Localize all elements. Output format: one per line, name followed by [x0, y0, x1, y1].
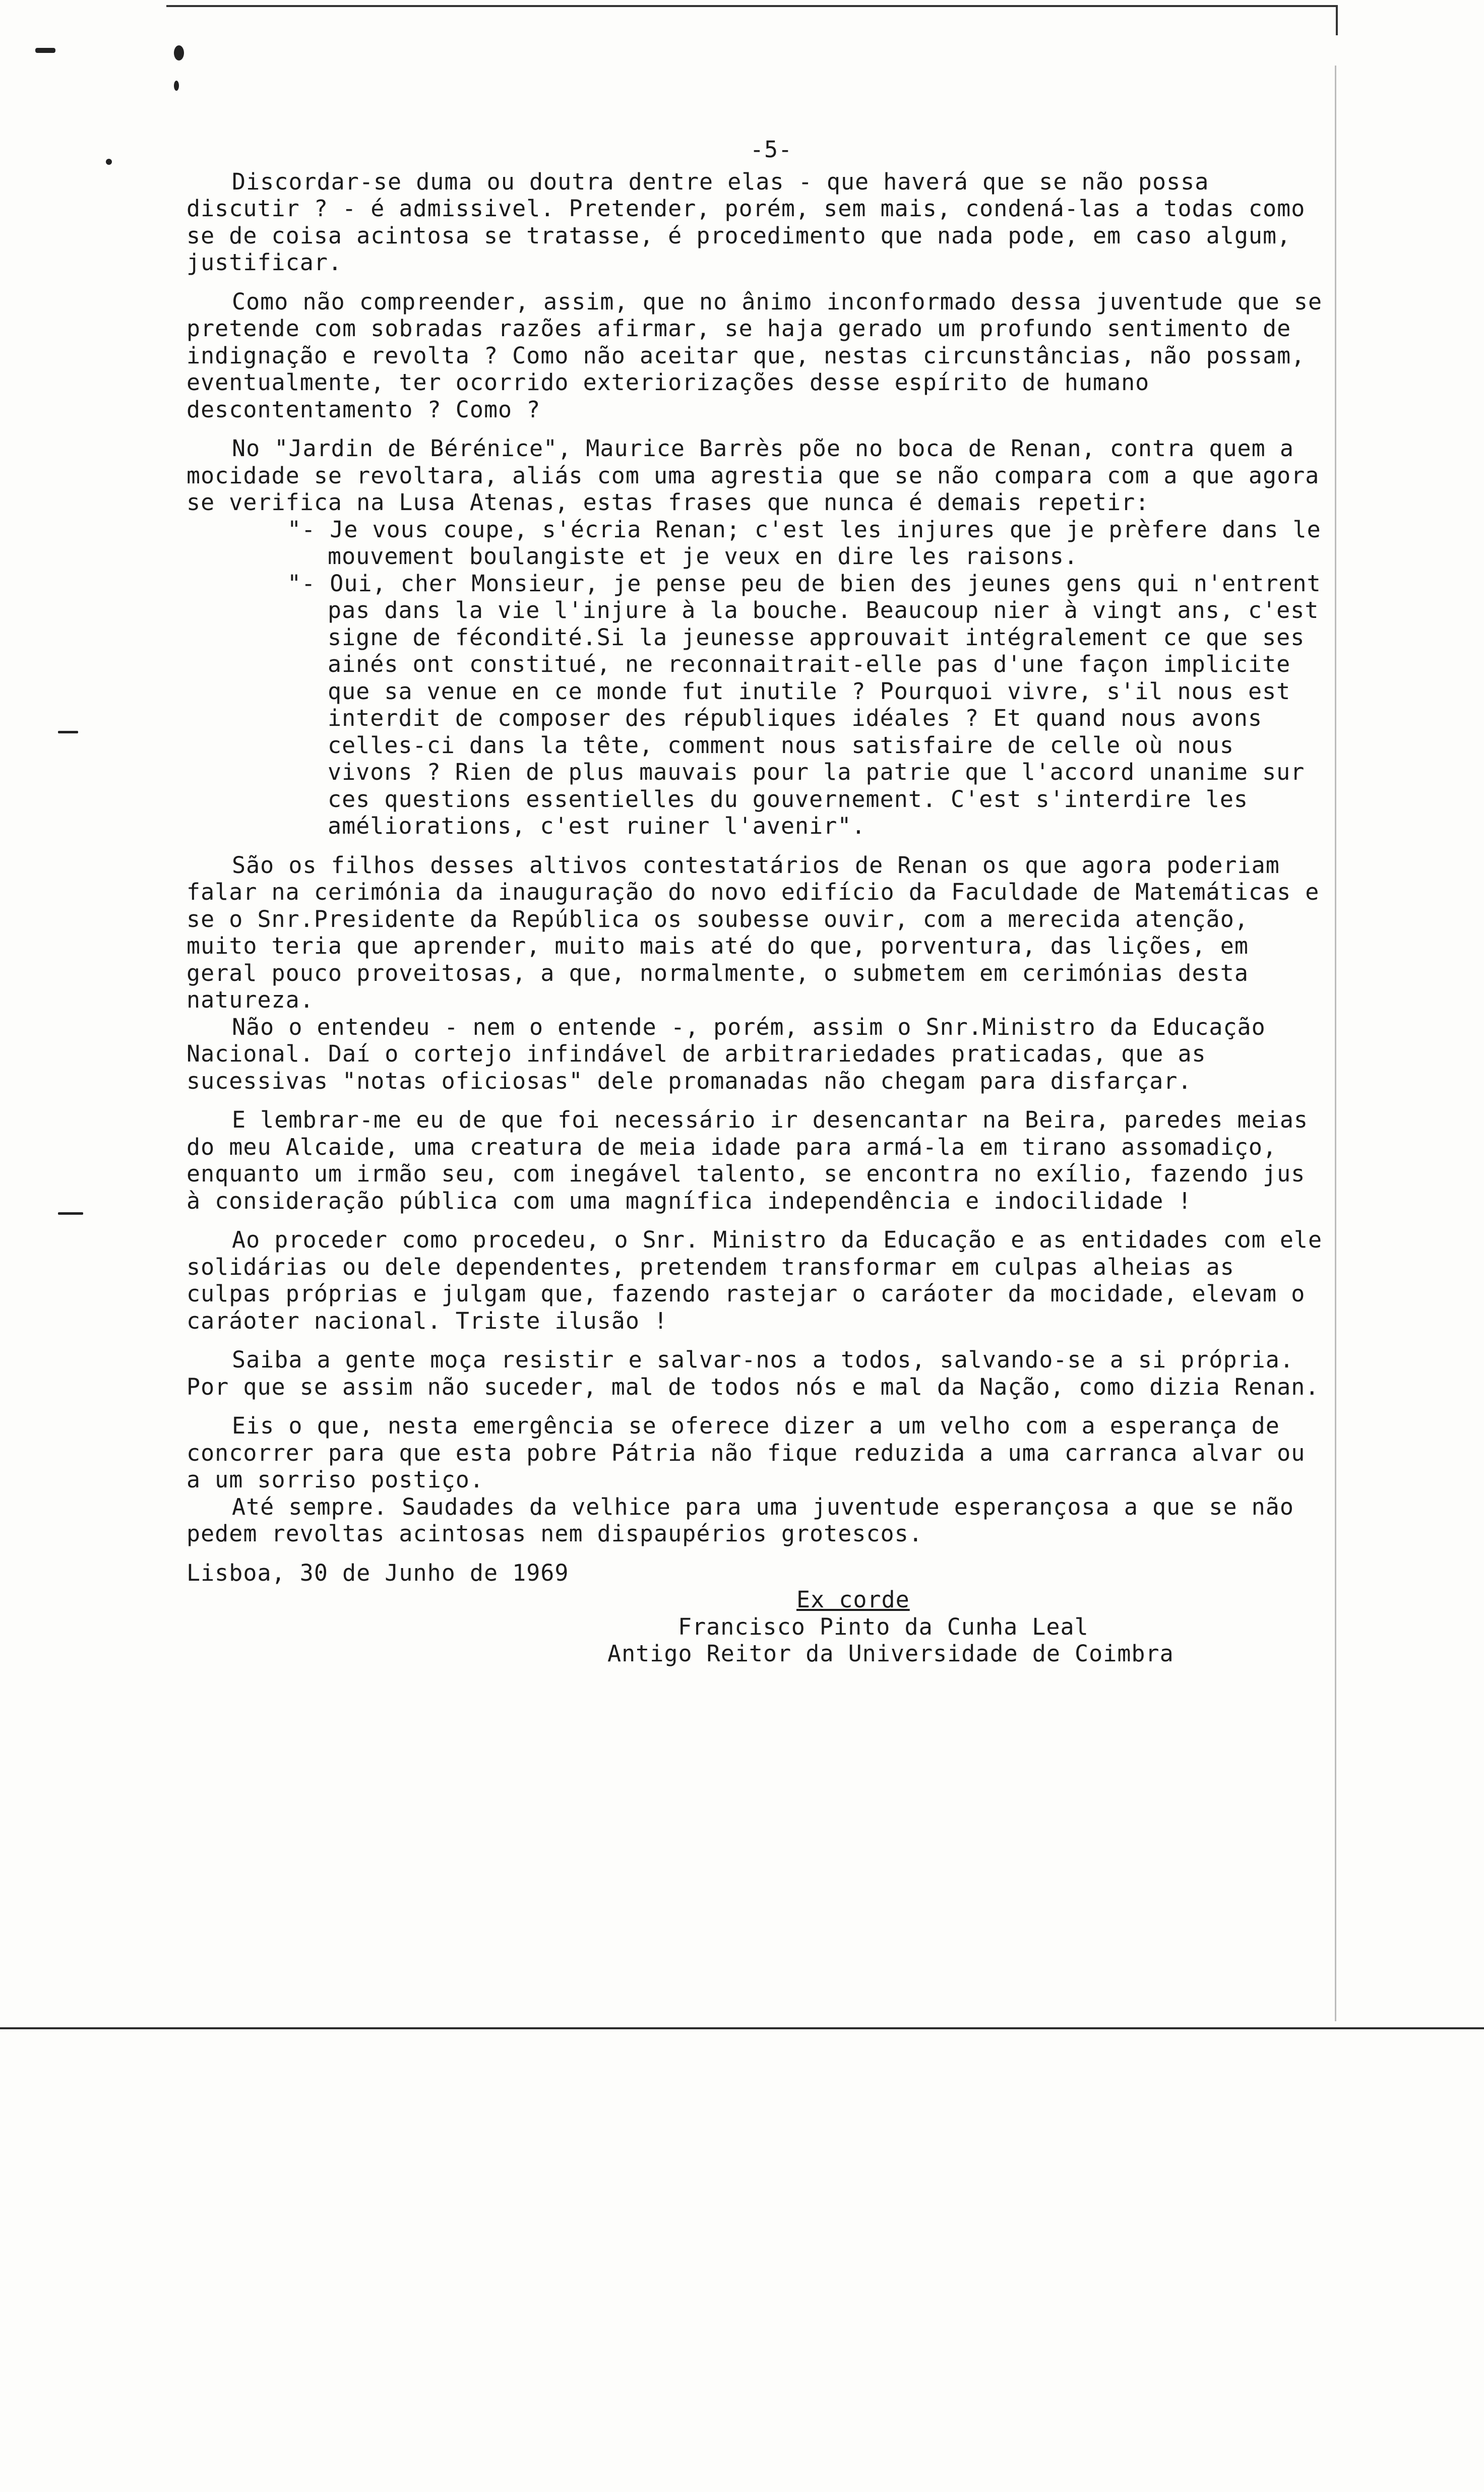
- paragraph-2: Como não compreender, assim, que no ânimo inconformado dessa juventude que se pretende com sobradas razões afirmar, se haja gerado um profundo sentimento de indignação e revolta ? Como não aceitar que, nestas circunstâncias, não possam, eventualmente, ter ocorrido exteriorizações desse espírito de humano descontentamento ? Como ?: [187, 288, 1323, 423]
- renan-quote: [287, 516, 1326, 840]
- paragraph-3: No "Jardin de Bérénice", Maurice Barrès põe no boca de Renan, contra quem a mocidade se revoltara, aliás com uma agrestia que se não compara com a que agora se verifica na Lusa Atenas, estas frases que nunca é demais repetir:: [187, 435, 1320, 516]
- page-edge-bottom: [0, 2027, 1484, 2029]
- ink-mark: [58, 731, 78, 733]
- letter-body: [187, 136, 1326, 1667]
- signature-closing: Ex corde: [796, 1586, 910, 1613]
- page-edge-top: [166, 5, 1336, 7]
- ink-mark: [35, 48, 55, 53]
- signature-block: [187, 1586, 1326, 1667]
- place-date: Lisboa, 30 de Junho de 1969: [187, 1559, 569, 1586]
- page-number: -5-: [750, 136, 793, 163]
- paragraph-4: São os filhos desses altivos contestatários de Renan os que agora poderiam falar na cerimónia da inauguração do novo edifício da Faculdade de Matemáticas e se o Snr.Presidente da República os soubesse ouvir, com a merecida atenção, muito teria que aprender, muito mais até do que, porventura, das lições, em geral pouco proveitosas, a que, normalmente, o submetem em cerimónias desta natureza.: [187, 851, 1320, 1013]
- paragraph-6: E lembrar-me eu de que foi necessário ir desencantar na Beira, paredes meias do meu Alcaide, uma creatura de meia idade para armá-la em tirano assomadiço, enquanto um irmão seu, com inegável talento, se encontra no exílio, fazendo jus à consideração pública com uma magnífica independência e indocilidade !: [187, 1106, 1309, 1214]
- quote-line-2: "- Oui, cher Monsieur, je pense peu de bien des jeunes gens qui n'entrent pas dans la vie l'injure à la bouche. Beaucoup nier à vingt ans, c'est signe de fécondité.Si la jeunesse approuvait intégralement ce que ses ainés ont constitué, ne reconnaitrait-elle pas d'une façon implicite que sa venue en ce monde fut inutile ? Pourquoi vivre, s'il nous est interdit de composer des républiques idéales ? Et quand nous avons celles-ci dans la tête, comment nous satisfaire de celle où nous vivons ? Rien de plus mauvais pour la patrie que l'accord unanime sur ces questions essentielles du gouvernement. C'est s'interdire les améliorations, c'est ruiner l'avenir".: [287, 570, 1321, 839]
- paragraph-5: Não o entendeu - nem o entende -, porém, assim o Snr.Ministro da Educação Nacional. Daí o cortejo infindável de arbitrariedades praticadas, que as sucessivas "notas oficiosas" dele promanadas não chegam para disfarçar.: [187, 1013, 1266, 1094]
- ink-mark: [58, 1212, 83, 1215]
- paragraph-9: Eis o que, nesta emergência se oferece dizer a um velho com a esperança de concorrer para que esta pobre Pátria não fique reduzida a uma carranca alvar ou a um sorriso postiço.: [187, 1412, 1306, 1493]
- paragraph-10: Até sempre. Saudades da velhice para uma juventude esperançosa a que se não pedem revoltas acintosas nem dispaupérios grotescos.: [187, 1493, 1294, 1547]
- ink-mark: [174, 81, 179, 91]
- paragraph-1: Discordar-se duma ou doutra dentre elas - que haverá que se não possa discutir ? - é admissivel. Pretender, porém, sem mais, condená-las a todas como se de coisa acintosa se tratasse, é procedimento que nada pode, em caso algum, justificar.: [187, 168, 1306, 276]
- quote-line-1: "- Je vous coupe, s'écria Renan; c'est les injures que je prèfere dans le mouvement boulangiste et je veux en dire les raisons.: [287, 516, 1321, 570]
- paragraph-7: Ao proceder como procedeu, o Snr. Ministro da Educação e as entidades com ele solidárias ou dele dependentes, pretendem transformar em culpas alheias as culpas próprias e julgam que, fazendo rastejar o caráoter da mocidade, elevam o caráoter nacional. Triste ilusão !: [187, 1226, 1323, 1334]
- page-edge-right: [1335, 66, 1336, 2021]
- signature-name: Francisco Pinto da Cunha Leal: [678, 1613, 1089, 1640]
- ink-mark: [174, 45, 184, 60]
- ink-mark: [106, 159, 112, 165]
- page-edge-corner: [1336, 5, 1338, 35]
- signature-role: Antigo Reitor da Universidade de Coimbra: [607, 1640, 1174, 1667]
- paragraph-8: Saiba a gente moça resistir e salvar-nos a todos, salvando-se a si própria. Por que se assim não suceder, mal de todos nós e mal da Nação, como dizia Renan.: [187, 1346, 1320, 1400]
